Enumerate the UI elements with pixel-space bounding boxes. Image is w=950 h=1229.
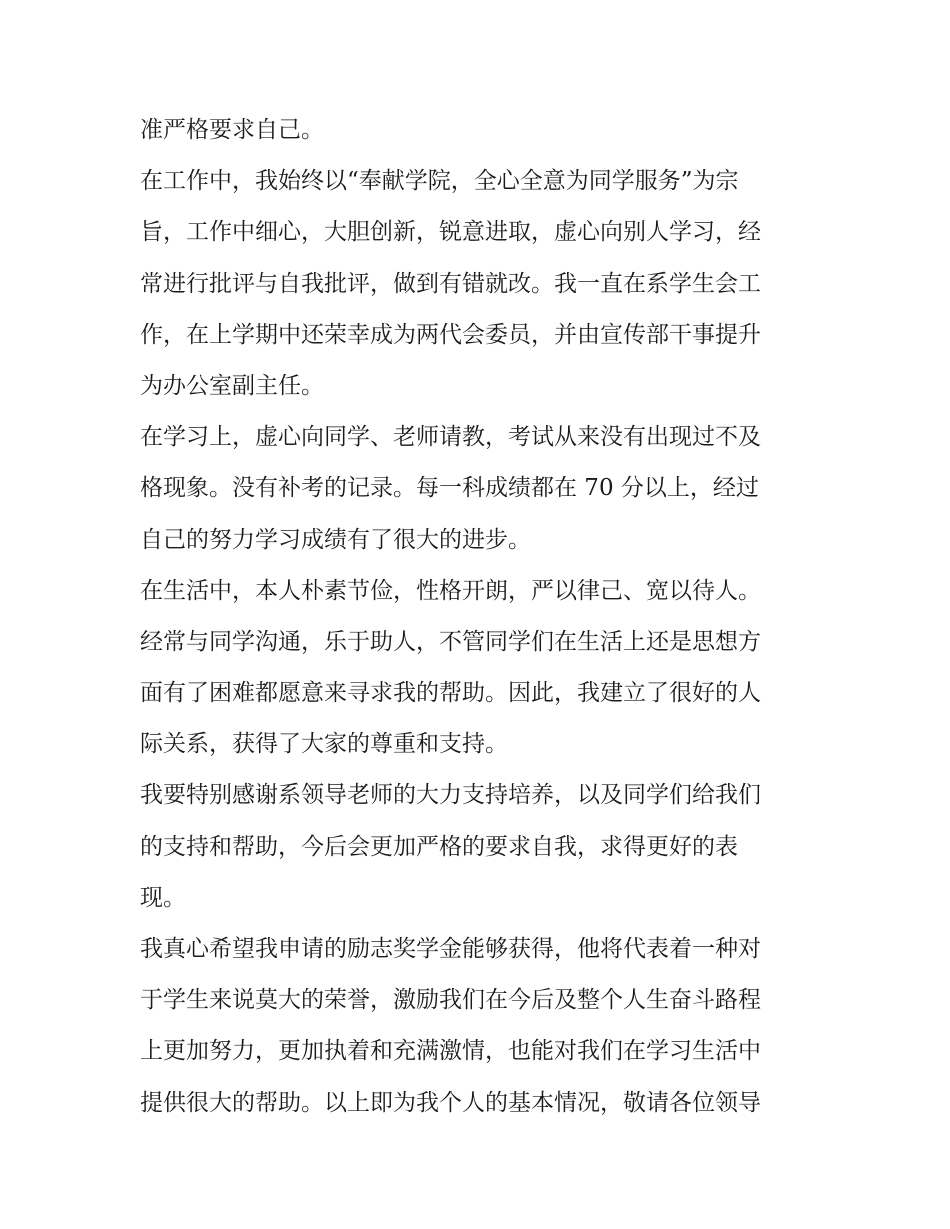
text-line: 现。 <box>140 884 186 911</box>
text-line: 上更加努力，更加执着和充满激情，也能对我们在学习生活中 <box>140 1038 761 1065</box>
text-line: 的支持和帮助，今后会更加严格的要求自我，求得更好的表 <box>140 833 738 860</box>
text-line: 自己的努力学习成绩有了很大的进步。 <box>140 526 531 553</box>
text-line: 面有了困难都愿意来寻求我的帮助。因此，我建立了很好的人 <box>140 680 761 707</box>
text-line: 于学生来说莫大的荣誉，激励我们在今后及整个人生奋斗路程 <box>140 987 761 1014</box>
text-line: 格现象。没有补考的记录。每一科成绩都在 70 分以上，经过 <box>140 475 759 502</box>
text-line: 在工作中，我始终以“奉献学院，全心全意为同学服务”为宗 <box>140 168 739 195</box>
text-line: 我真心希望我申请的励志奖学金能够获得，他将代表着一种对 <box>140 936 761 962</box>
text-line: 际关系，获得了大家的尊重和支持。 <box>140 731 508 758</box>
text-line: 提供很大的帮助。以上即为我个人的基本情况，敬请各位领导 <box>140 1089 761 1116</box>
text-line: 在学习上，虚心向同学、老师请教，考试从来没有出现过不及 <box>140 424 761 451</box>
text-line: 旨，工作中细心，大胆创新，锐意进取，虚心向别人学习，经 <box>140 219 761 246</box>
text-line: 作，在上学期中还荣幸成为两代会委员，并由宣传部干事提升 <box>140 321 761 348</box>
document-body <box>140 105 820 1129</box>
text-line: 经常与同学沟通，乐于助人，不管同学们在生活上还是思想方 <box>140 628 761 655</box>
text-line: 准严格要求自己。 <box>140 117 324 143</box>
text-line: 常进行批评与自我批评，做到有错就改。我一直在系学生会工 <box>140 270 761 297</box>
text-line: 在生活中，本人朴素节俭，性格开朗，严以律己、宽以待人。 <box>140 577 761 604</box>
text-line: 我要特别感谢系领导老师的大力支持培养，以及同学们给我们 <box>140 782 761 809</box>
text-line: 为办公室副主任。 <box>140 372 324 399</box>
